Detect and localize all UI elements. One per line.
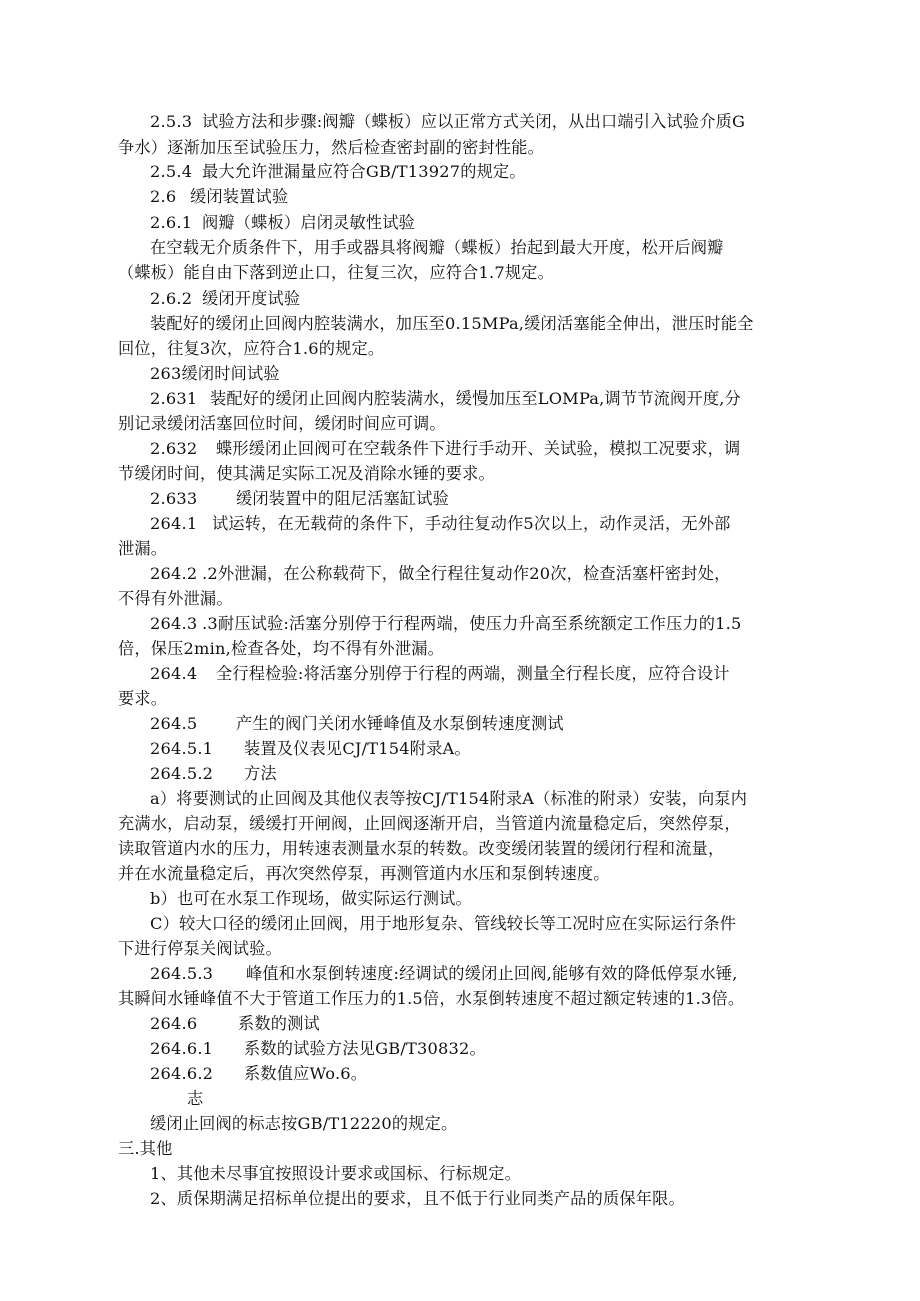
clause-number: 264.1 <box>150 514 198 533</box>
line-text: 要求。 <box>118 689 168 708</box>
line-text: 试运转，在无载荷的条件下，手动往复动作5次以上，动作灵活，无外部 <box>212 514 731 533</box>
line-text: 装配好的缓闭止回阀内腔装满水，加压至0.15MPa,缓闭活塞能全伸出，泄压时能全 <box>150 314 754 333</box>
line-text: 缓闭装置试验 <box>190 187 289 206</box>
line-text: 产生的阀门关闭水锤峰值及水泵倒转速度测试 <box>236 714 564 733</box>
line-text: 系数的试验方法见GB/T30832。 <box>244 1039 486 1058</box>
clause-number: 2.631 <box>150 389 198 408</box>
text-line <box>118 863 610 885</box>
line-text: .3耐压试验:活塞分别停于行程两端，使压力升高至系统额定工作压力的1.5 <box>202 614 742 633</box>
clause-number: 264.3 <box>150 614 198 633</box>
text-line <box>150 1063 367 1085</box>
line-text: 倍，保压2min,检查各处，均不得有外泄漏。 <box>118 639 444 658</box>
text-line <box>150 963 738 985</box>
clause-number: 2.5.4 <box>150 162 193 181</box>
line-text: 装配好的缓闭止回阀内腔装满水，缓慢加压至LOMPa,调节节流阀开度,分 <box>210 389 741 408</box>
text-line <box>150 288 300 310</box>
clause-number: 2.6 <box>150 187 177 206</box>
clause-number: 264.4 <box>150 664 198 683</box>
line-text: 缓闭止回阀的标志按GB/T12220的规定。 <box>150 1114 458 1133</box>
text-line <box>150 237 724 259</box>
line-text: 争水）逐渐加压至试验压力，然后检查密封副的密封性能。 <box>118 138 545 157</box>
line-text: 最大允许泄漏量应符合GB/T13927的规定。 <box>202 162 526 181</box>
line-text: 263缓闭时间试验 <box>150 364 280 383</box>
line-text: b）也可在水泵工作现场，做实际运行测试。 <box>150 889 472 908</box>
clause-number: 264.6 <box>150 1014 198 1033</box>
line-text: 系数值应Wo.6。 <box>244 1064 368 1083</box>
line-text: .2外泄漏，在公称载荷下，做全行程往复动作20次，检查活塞杆密封处， <box>202 564 731 583</box>
text-line <box>150 161 526 183</box>
line-text: 节缓闭时间，使其满足实际工况及消除水锤的要求。 <box>118 464 495 483</box>
line-text: 充满水，启动泵，缓缓打开闸阀，止回阀逐渐开启，当管道内流量稳定后，突然停泵， <box>118 814 741 833</box>
line-text: 缓闭开度试验 <box>202 289 301 308</box>
text-line <box>150 763 277 785</box>
line-text: 2、质保期满足招标单位提出的要求，且不低于行业同类产品的质保年限。 <box>150 1189 685 1208</box>
line-text: 方法 <box>244 764 277 783</box>
clause-number: 264.6.1 <box>150 1039 214 1058</box>
text-line <box>118 538 167 560</box>
line-text: 其瞬间水锤峰值不大于管道工作压力的1.5倍，水泵倒转速度不超过额定转速的1.3倍。 <box>118 989 745 1008</box>
text-line <box>150 186 288 208</box>
text-line <box>150 888 472 910</box>
clause-number: 2.5.3 <box>150 112 193 131</box>
line-text: a）将要测试的止回阀及其他仪表等按CJ/T154附录A（标准的附录）安装，向泵内 <box>150 789 748 808</box>
text-line <box>150 788 747 810</box>
text-line <box>150 388 741 410</box>
line-text: 不得有外泄漏。 <box>118 589 233 608</box>
line-text: 阀瓣（蝶板）启闭灵敏性试验 <box>202 213 416 232</box>
text-line <box>150 212 415 234</box>
text-line <box>118 1138 173 1160</box>
line-text: 志 <box>187 1089 204 1108</box>
text-line <box>118 338 384 360</box>
line-text: 读取管道内水的压力，用转速表测量水泵的转数。改变缓闭装置的缓闭行程和流量， <box>118 839 725 858</box>
line-text: 并在水流量稳定后，再次突然停泵，再测管道内水压和泵倒转速度。 <box>118 864 610 883</box>
line-text: 三.其他 <box>118 1139 173 1158</box>
clause-number: 264.5.1 <box>150 739 214 758</box>
line-text: C）较大口径的缓闭止回阀，用于地形复杂、管线较长等工况时应在实际运行条件 <box>150 914 737 933</box>
clause-number: 2.632 <box>150 439 198 458</box>
line-text: （蝶板）能自由下落到逆止口，往复三次，应符合1.7规定。 <box>118 263 555 282</box>
text-line <box>118 638 444 660</box>
line-text: 别记录缓闭活塞回位时间，缓闭时间应可调。 <box>118 414 446 433</box>
line-text: 缓闭装置中的阻尼活塞缸试验 <box>236 489 450 508</box>
line-text: 系数的测试 <box>238 1014 320 1033</box>
line-text: 全行程检验:将活塞分别停于行程的两端，测量全行程长度，应符合设计 <box>216 664 730 683</box>
text-line <box>150 738 471 760</box>
text-line <box>118 262 554 284</box>
clause-number: 264.6.2 <box>150 1064 214 1083</box>
line-text: 1、其他未尽事宜按照设计要求或国标、行标规定。 <box>150 1164 522 1183</box>
text-line <box>150 563 730 585</box>
text-line <box>118 813 741 835</box>
text-line <box>150 488 449 510</box>
clause-number: 264.2 <box>150 564 198 583</box>
line-text: 蝶形缓闭止回阀可在空载条件下进行手动开、关试验，模拟工况要求，调 <box>216 439 741 458</box>
text-line <box>150 1038 486 1060</box>
text-line <box>150 438 740 460</box>
text-line <box>150 1188 685 1210</box>
text-line <box>150 713 564 735</box>
line-text: 泄漏。 <box>118 539 168 558</box>
text-line <box>150 313 754 335</box>
line-text: 下进行停泵关阀试验。 <box>118 939 282 958</box>
text-line <box>150 513 731 535</box>
text-line <box>150 913 736 935</box>
clause-number: 2.6.1 <box>150 213 193 232</box>
text-line <box>150 1163 521 1185</box>
text-line <box>118 988 744 1010</box>
clause-number: 2.633 <box>150 489 198 508</box>
text-line <box>150 1113 457 1135</box>
line-text: 装置及仪表见CJ/T154附录A。 <box>244 739 471 758</box>
clause-number: 2.6.2 <box>150 289 193 308</box>
line-text: 峰值和水泵倒转速度:经调试的缓闭止回阀,能够有效的降低停泵水锤, <box>246 964 738 983</box>
line-text: 在空载无介质条件下，用手或器具将阀瓣（蝶板）抬起到最大开度，松开后阀瓣 <box>150 238 724 257</box>
text-line <box>118 463 495 485</box>
clause-number: 264.5.2 <box>150 764 214 783</box>
text-line <box>150 363 280 385</box>
clause-number: 264.5.3 <box>150 964 214 983</box>
text-line <box>118 938 282 960</box>
line-text: 回位，往复3次，应符合1.6的规定。 <box>118 339 385 358</box>
text-line <box>118 413 446 435</box>
text-line <box>150 663 730 685</box>
text-line <box>187 1088 203 1110</box>
text-line <box>150 111 745 133</box>
text-line <box>118 588 233 610</box>
clause-number: 264.5 <box>150 714 198 733</box>
text-line <box>118 838 724 860</box>
text-line <box>118 137 544 159</box>
text-line <box>150 613 741 635</box>
text-line <box>150 1013 320 1035</box>
line-text: 试验方法和步骤:阀瓣（蝶板）应以正常方式关闭，从出口端引入试验介质G <box>202 112 746 131</box>
text-line <box>118 688 167 710</box>
